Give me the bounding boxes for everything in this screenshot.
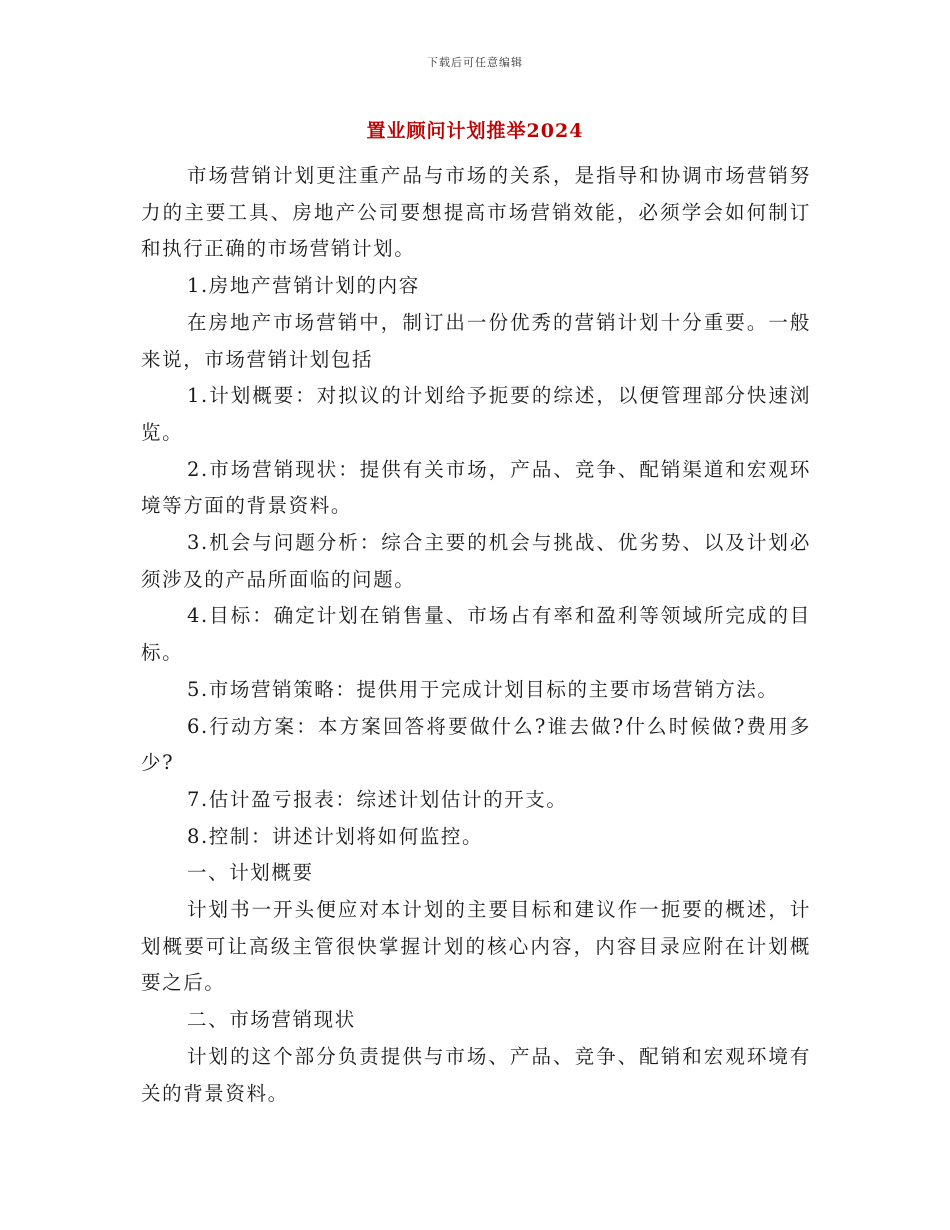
paragraph-section-heading: 1.房地产营销计划的内容 <box>187 274 420 298</box>
list-item: 4.目标：确定计划在销售量、市场占有率和盈利等领域所完成的目标。 <box>141 604 811 665</box>
list-item: 6.行动方案：本方案回答将要做什么?谁去做?什么时候做?费用多少? <box>141 714 811 775</box>
document-title: 置业顾问计划推举2024 <box>366 120 584 142</box>
list-item: 7.估计盈亏报表：综述计划估计的开支。 <box>187 787 568 811</box>
list-item: 2.市场营销现状：提供有关市场，产品、竞争、配销渠道和宏观环境等方面的背景资料。 <box>141 457 811 518</box>
document-body <box>141 158 811 1112</box>
list-item: 5.市场营销策略：提供用于完成计划目标的主要市场营销方法。 <box>187 677 779 701</box>
list-item: 1.计划概要：对拟议的计划给予扼要的综述，以便管理部分快速浏览。 <box>141 384 811 444</box>
paragraph-intro: 市场营销计划更注重产品与市场的关系，是指导和协调市场营销努力的主要工具、房地产公司要想提高市场营销效能，必须学会如何制订和执行正确的市场营销计划。 <box>141 164 811 261</box>
header-note: 下载后可任意编辑 <box>427 56 523 69</box>
paragraph: 在房地产市场营销中，制订出一份优秀的营销计划十分重要。一般来说，市场营销计划包括 <box>141 310 811 371</box>
paragraph: 计划书一开头便应对本计划的主要目标和建议作一扼要的概述，计划概要可让高级主管很快掌握计划的核心内容，内容目录应附在计划概要之后。 <box>141 898 811 995</box>
section-heading: 一、计划概要 <box>187 861 314 885</box>
section-heading: 二、市场营销现状 <box>187 1008 356 1032</box>
list-item: 3.机会与问题分析：综合主要的机会与挑战、优劣势、以及计划必须涉及的产品所面临的问题。 <box>141 531 811 591</box>
paragraph: 计划的这个部分负责提供与市场、产品、竞争、配销和宏观环境有关的背景资料。 <box>141 1044 811 1105</box>
list-item: 8.控制：讲述计划将如何监控。 <box>187 824 484 848</box>
